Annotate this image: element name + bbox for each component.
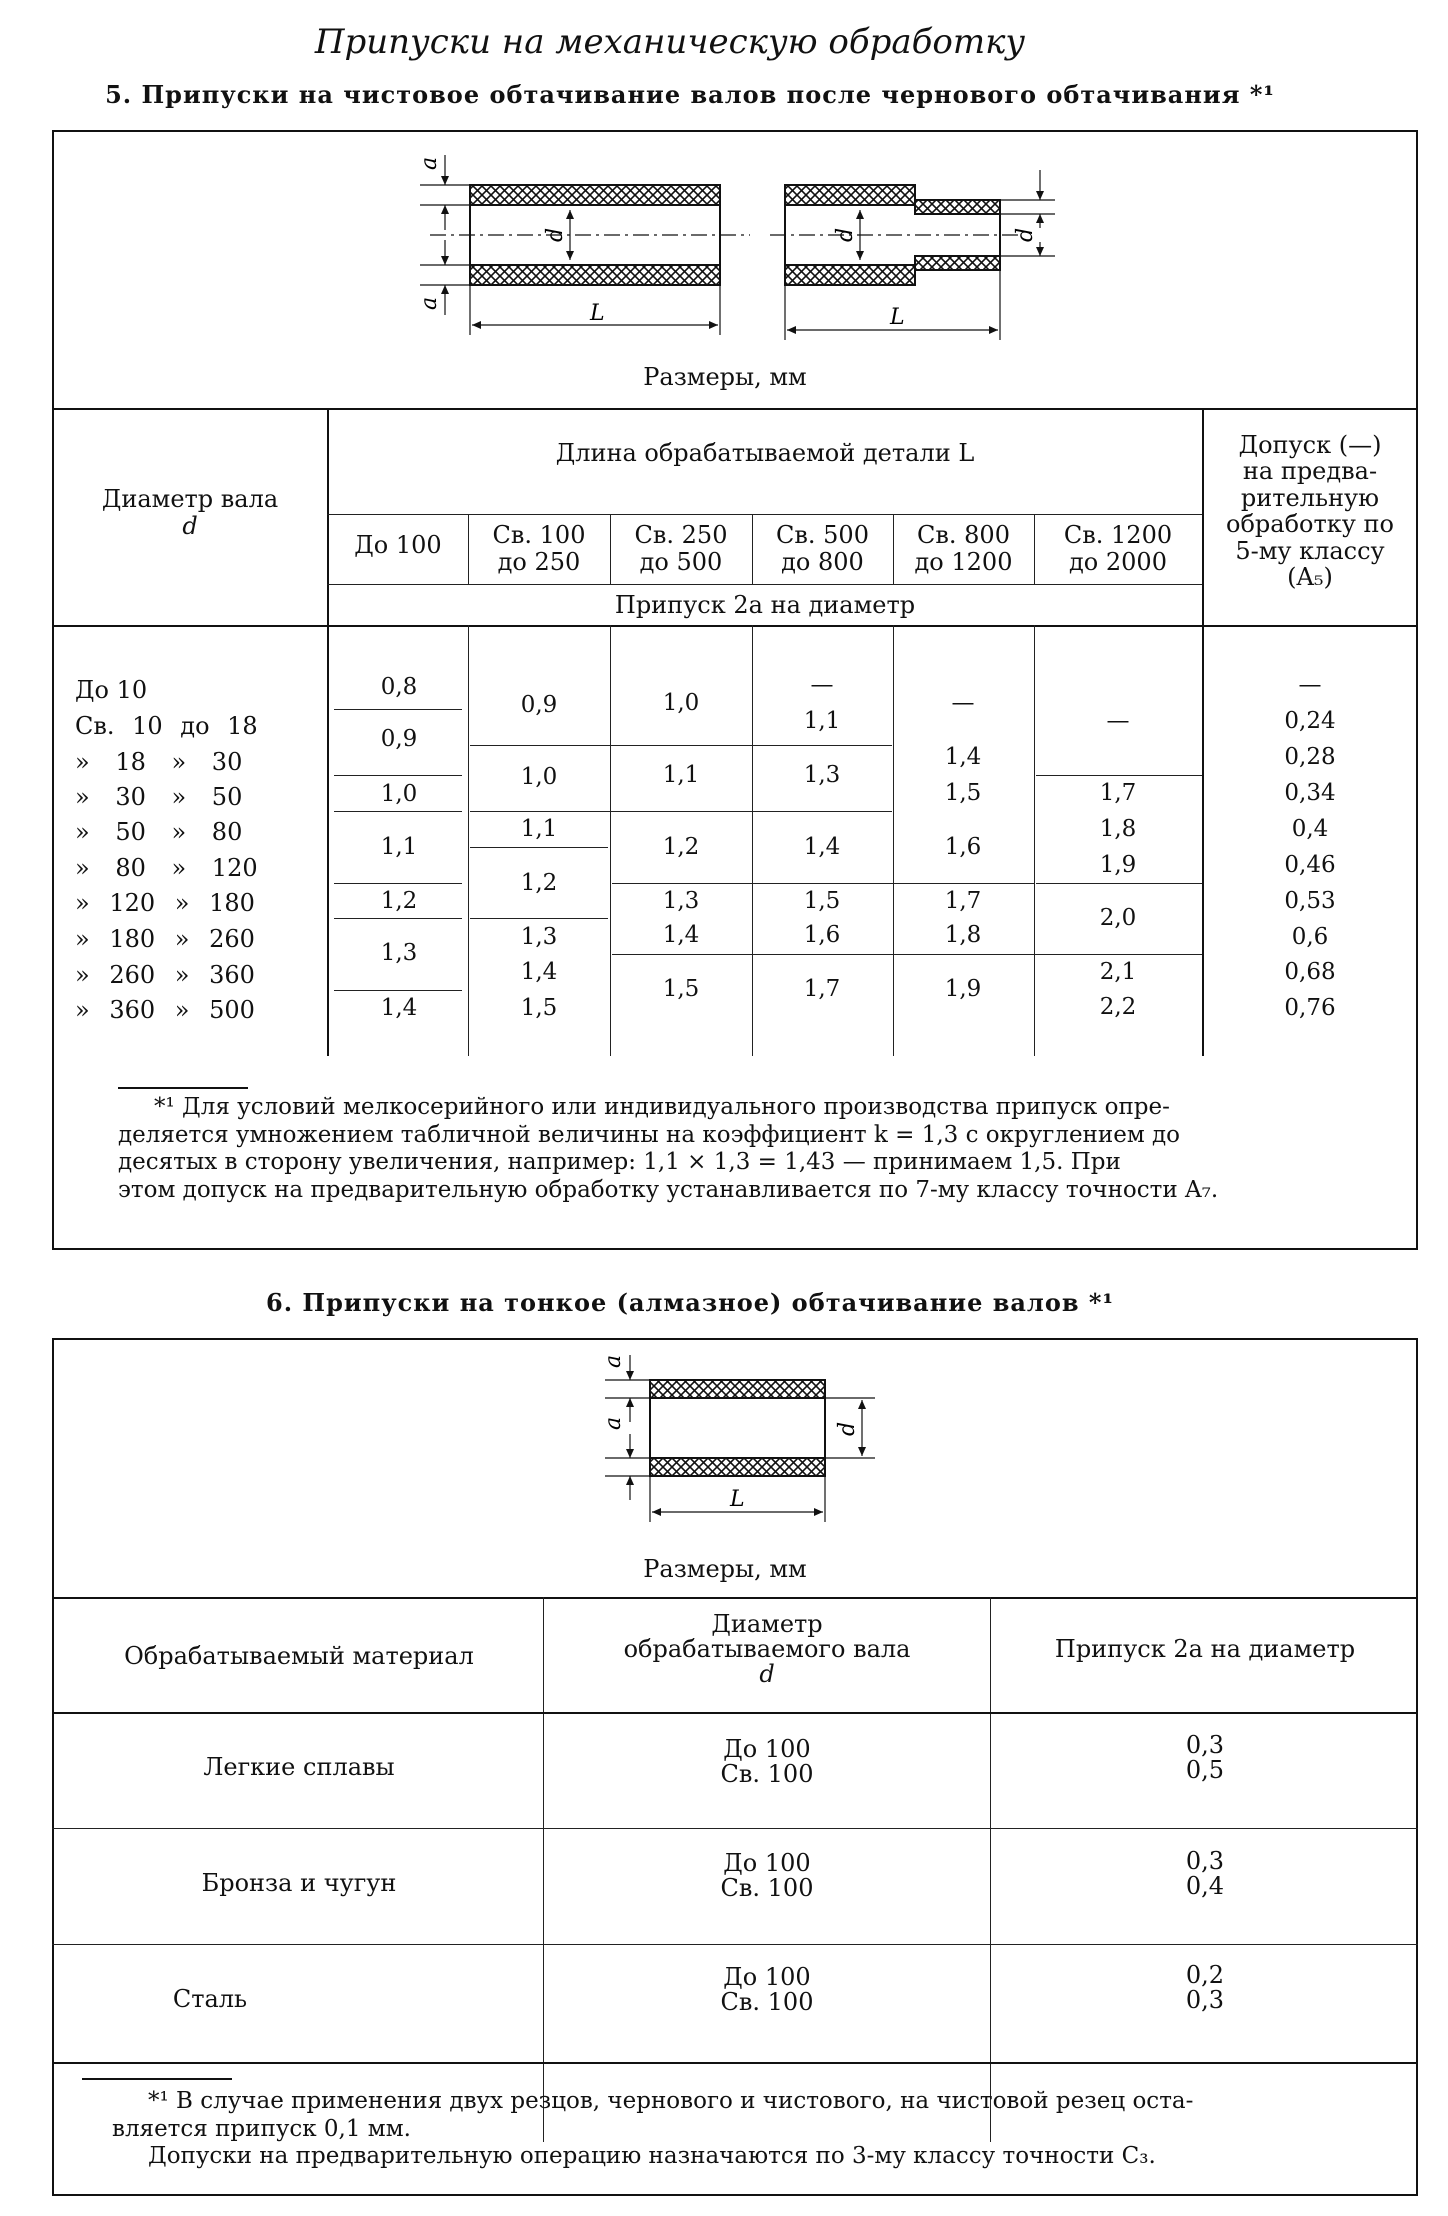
cell-c4: 1,1 [803,708,841,734]
cell-c6: 1,8 [1099,816,1137,842]
page-title: Припуски на механическую обработку [314,22,1026,62]
header-tolerance: Допуск (—) на предва- рительную обработку по 5-му классу (A₅) [1226,431,1394,591]
diameter-row: » 360 » 500 [75,996,255,1024]
fig-label-a: a [417,156,442,170]
table5-figure-plain-shaft [410,150,770,350]
cell-c1: 1,0 [380,781,418,807]
cell-tolerance: 0,28 [1284,744,1336,770]
diameter-row: » 18 » 30 [75,748,243,776]
cell-c4: 1,3 [803,762,841,788]
cell-c2: 1,0 [520,764,558,790]
cell-c3: 1,0 [662,690,700,716]
cell-c2: 1,4 [520,959,558,985]
cell-c1: 0,9 [380,726,418,752]
diameter-row: Св. 10 до 18 [75,712,258,740]
header-length-col-6: Св. 1200 до 2000 [1063,521,1173,576]
diameter-row: » 260 » 360 [75,961,255,989]
header-length-col-5: Св. 800 до 1200 [914,521,1013,576]
cell-c5: 1,5 [944,780,982,806]
cell-tolerance: 0,76 [1284,995,1336,1021]
cell-c2: 1,2 [520,870,558,896]
cell-c5: 1,4 [944,744,982,770]
cell-c4: 1,4 [803,834,841,860]
table6-figure-shaft [600,1350,900,1530]
diameter-row: » 120 » 180 [75,889,255,917]
cell-tolerance: 0,46 [1284,852,1336,878]
header-length-col-3: Св. 250 до 500 [634,521,728,576]
cell-c3: 1,4 [662,922,700,948]
cell-c2: 1,1 [520,816,558,842]
header-diameter: Диаметр вала d [101,485,279,540]
cell-c4: 1,5 [803,888,841,914]
table6-footnote: *¹ В случае применения двух резцов, чернового и чистового, на чистовой резец оста- вляется припуск 0,1 мм. Допуски на предварительную операцию назначаются по 3-му классу точности C₃. [112,2088,1194,2170]
fig-label-a: a [601,1416,626,1430]
diameter-row: » 80 » 120 [75,854,258,882]
cell-c6: 1,9 [1099,852,1137,878]
cell-tolerance: 0,53 [1284,888,1336,914]
table5-title: 5. Припуски на чистовое обтачивание валов после чернового обтачивания *¹ [105,80,1275,109]
cell-tolerance: 0,68 [1284,959,1336,985]
header-material: Обрабатываемый материал [124,1642,474,1670]
cell-c1: 1,4 [380,995,418,1021]
diameter-row: » 180 » 260 [75,925,255,953]
cell-c3: 1,1 [662,762,700,788]
table5-figure-stepped-shaft [770,150,1070,350]
cell-c5: 1,8 [944,922,982,948]
header-allowance: Припуск 2a на диаметр [614,591,916,619]
fig-label-l: L [590,301,605,326]
cell-c1: 1,3 [380,940,418,966]
allowance-cell: 0,2 0,3 [1185,1961,1225,2015]
fig-label-d: d [543,227,568,242]
header-length-col-2: Св. 100 до 250 [492,521,586,576]
fig-label-d: d [835,1421,860,1436]
cell-c6: 2,0 [1099,905,1137,931]
cell-c5: — [951,690,975,716]
diameter-cell: До 100 Св. 100 [720,1849,814,1903]
allowance-cell: 0,3 0,4 [1185,1847,1225,1901]
cell-c6: 2,2 [1099,994,1137,1020]
material-cell: Бронза и чугун [201,1869,397,1897]
table6-title: 6. Припуски на тонкое (алмазное) обтачивание валов *¹ [266,1288,1114,1317]
fig-label-a: a [417,296,442,310]
cell-tolerance: 0,6 [1291,924,1329,950]
cell-tolerance: 0,24 [1284,708,1336,734]
diameter-cell: До 100 Св. 100 [720,1963,814,2017]
fig-label-a: a [601,1354,626,1368]
cell-c5: 1,7 [944,888,982,914]
header-shaft-diameter: Диаметр обрабатываемого вала d [623,1610,911,1689]
diameter-row: До 10 [75,676,148,704]
cell-c1: 1,1 [380,834,418,860]
cell-c6: 1,7 [1099,780,1137,806]
fig-label-d: d [1013,227,1038,242]
cell-c4: 1,6 [803,922,841,948]
diameter-row: » 50 » 80 [75,818,243,846]
cell-c5: 1,6 [944,834,982,860]
table5-footnote: *¹ Для условий мелкосерийного или индивидуального производства припуск опре- деляется умножением табличной величины на коэффициент k = 1,3 с округлением до десятых в сторону увеличения, например: 1,1 × 1,3 = 1,43 — принимаем 1,5. При этом допуск на предварительную обработку устанавливается по 7-му классу точности A₇. [118,1094,1219,1203]
cell-c4: — [810,672,834,698]
material-cell: Сталь [172,1985,248,2013]
table6-sizes-caption: Размеры, мм [643,1555,807,1583]
fig-label-l: L [890,305,905,330]
cell-c6: 2,1 [1099,959,1137,985]
cell-c2: 1,3 [520,924,558,950]
cell-c3: 1,5 [662,976,700,1002]
allowance-cell: 0,3 0,5 [1185,1731,1225,1785]
table5-sizes-caption: Размеры, мм [643,363,807,391]
header-allowance: Припуск 2a на диаметр [1054,1635,1356,1663]
cell-c3: 1,3 [662,888,700,914]
material-cell: Легкие сплавы [203,1753,395,1781]
fig-label-d: d [833,227,858,242]
header-length-col-1: До 100 [354,531,442,559]
cell-c3: 1,2 [662,834,700,860]
cell-c6: — [1106,708,1130,734]
cell-tolerance: — [1298,672,1322,698]
cell-tolerance: 0,4 [1291,816,1329,842]
diameter-cell: До 100 Св. 100 [720,1735,814,1789]
cell-c2: 1,5 [520,995,558,1021]
cell-c5: 1,9 [944,976,982,1002]
cell-c4: 1,7 [803,976,841,1002]
header-length: Длина обрабатываемой детали L [555,439,975,467]
fig-label-l: L [730,1487,745,1512]
cell-c2: 0,9 [520,692,558,718]
diameter-row: » 30 » 50 [75,783,243,811]
cell-c1: 1,2 [380,888,418,914]
cell-c1: 0,8 [380,674,418,700]
cell-tolerance: 0,34 [1284,780,1336,806]
header-length-col-4: Св. 500 до 800 [776,521,869,576]
